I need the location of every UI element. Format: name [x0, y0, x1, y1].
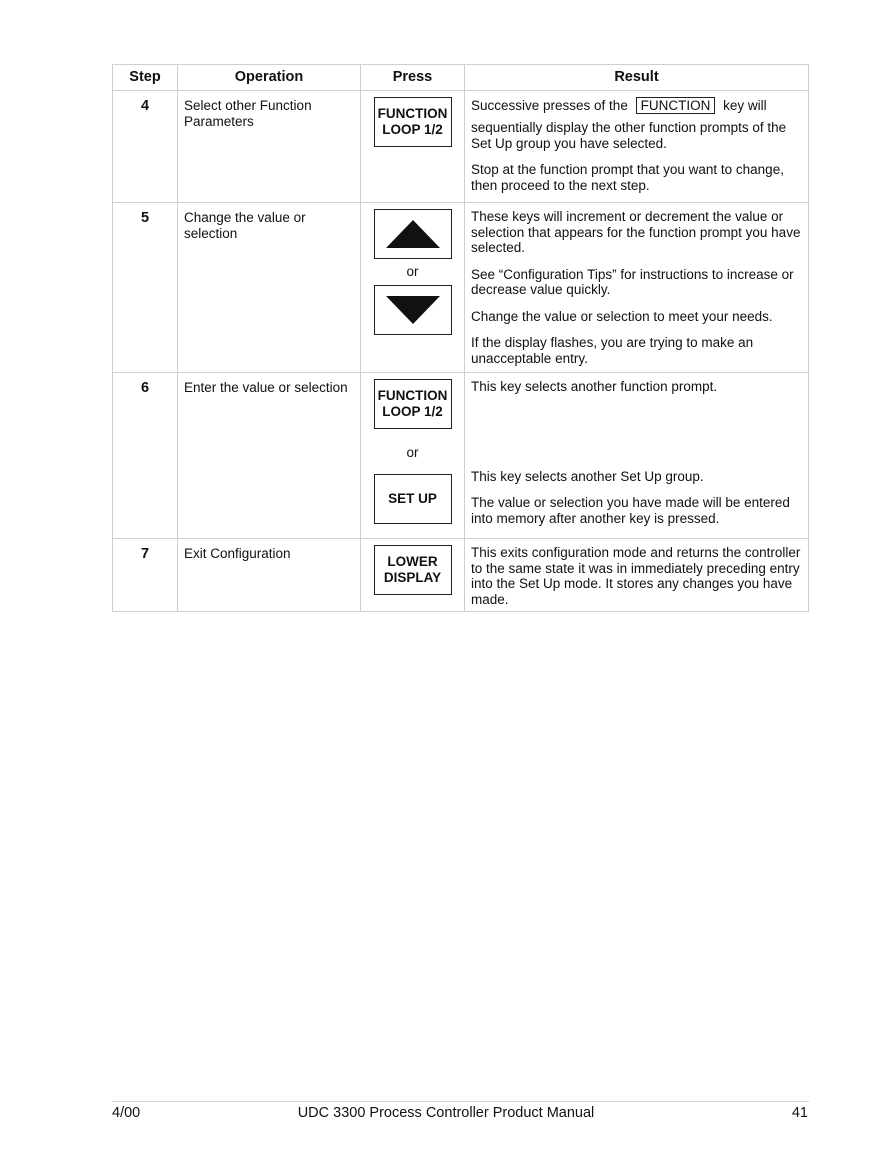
result-cell	[465, 91, 809, 203]
result-text: Change the value or selection to meet your needs.	[471, 308, 773, 324]
result-text: key will	[723, 98, 767, 113]
key-label-line1: FUNCTION	[377, 106, 448, 121]
function-loop-key[interactable]	[374, 379, 452, 429]
key-label-line1: FUNCTION	[377, 388, 448, 403]
table-header-row	[113, 65, 809, 91]
result-text: Stop at the function prompt that you want to change, then proceed to the next step.	[471, 162, 784, 193]
result-text: This key selects another Set Up group.	[471, 468, 704, 484]
key-label-line2: DISPLAY	[383, 570, 442, 585]
step-number: 5	[113, 203, 178, 373]
or-label: or	[406, 264, 419, 279]
result-cell	[465, 203, 809, 373]
result-text: sequentially display the other function prompts of the Set Up group you have selected.	[471, 120, 787, 151]
or-label: or	[406, 445, 419, 460]
configuration-steps-table	[112, 64, 809, 612]
footer-page-number: 41	[791, 1105, 808, 1121]
press-cell	[361, 373, 465, 539]
key-label-line2: LOOP 1/2	[382, 122, 443, 137]
inline-function-key: FUNCTION	[636, 97, 716, 114]
result-text: This key selects another function prompt.	[471, 379, 718, 394]
footer-manual-title: UDC 3300 Process Controller Product Manual	[297, 1105, 595, 1121]
result-text: The value or selection you have made will be entered into memory after another key is pressed.	[471, 495, 790, 526]
press-cell	[361, 203, 465, 373]
result-cell	[465, 373, 809, 539]
up-arrow-icon	[385, 219, 441, 249]
key-label-line1: SET UP	[388, 490, 437, 506]
press-cell	[361, 539, 465, 612]
table-row	[113, 203, 809, 373]
step-number: 6	[113, 373, 178, 539]
function-loop-key[interactable]	[374, 97, 452, 147]
press-cell	[361, 91, 465, 203]
result-text: If the display flashes, you are trying to make an unacceptable entry.	[471, 335, 754, 366]
table-row	[113, 373, 809, 539]
result-text: This exits configuration mode and returns the controller to the same state it was in immediately preceding entry into the Set Up mode. It stores any changes you have made.	[471, 545, 801, 607]
header-press: Press	[361, 65, 465, 91]
table-row	[113, 539, 809, 612]
result-text: See “Configuration Tips” for instructions to increase or decrease value quickly.	[471, 266, 794, 297]
lower-display-key[interactable]	[374, 545, 452, 595]
header-step: Step	[113, 65, 178, 91]
key-label-line1: LOWER	[387, 554, 438, 569]
key-label-line2: LOOP 1/2	[382, 404, 443, 419]
header-operation: Operation	[178, 65, 361, 91]
step-number: 4	[113, 91, 178, 203]
header-result: Result	[465, 65, 809, 91]
up-arrow-key[interactable]	[374, 209, 452, 259]
result-text: These keys will increment or decrement the value or selection that appears for the function prompt you have selected.	[471, 209, 801, 255]
result-cell	[465, 539, 809, 612]
operation-text: Exit Configuration	[178, 539, 361, 612]
operation-text: Change the value or selection	[178, 203, 361, 373]
down-arrow-key[interactable]	[374, 285, 452, 335]
step-number: 7	[113, 539, 178, 612]
footer-divider	[112, 1101, 809, 1102]
footer-date: 4/00	[112, 1105, 141, 1121]
result-text: Successive presses of the	[471, 98, 628, 113]
set-up-key[interactable]	[374, 474, 452, 524]
operation-text: Enter the value or selection	[178, 373, 361, 539]
down-arrow-icon	[385, 295, 441, 325]
table-row	[113, 91, 809, 203]
operation-text: Select other Function Parameters	[178, 91, 361, 203]
